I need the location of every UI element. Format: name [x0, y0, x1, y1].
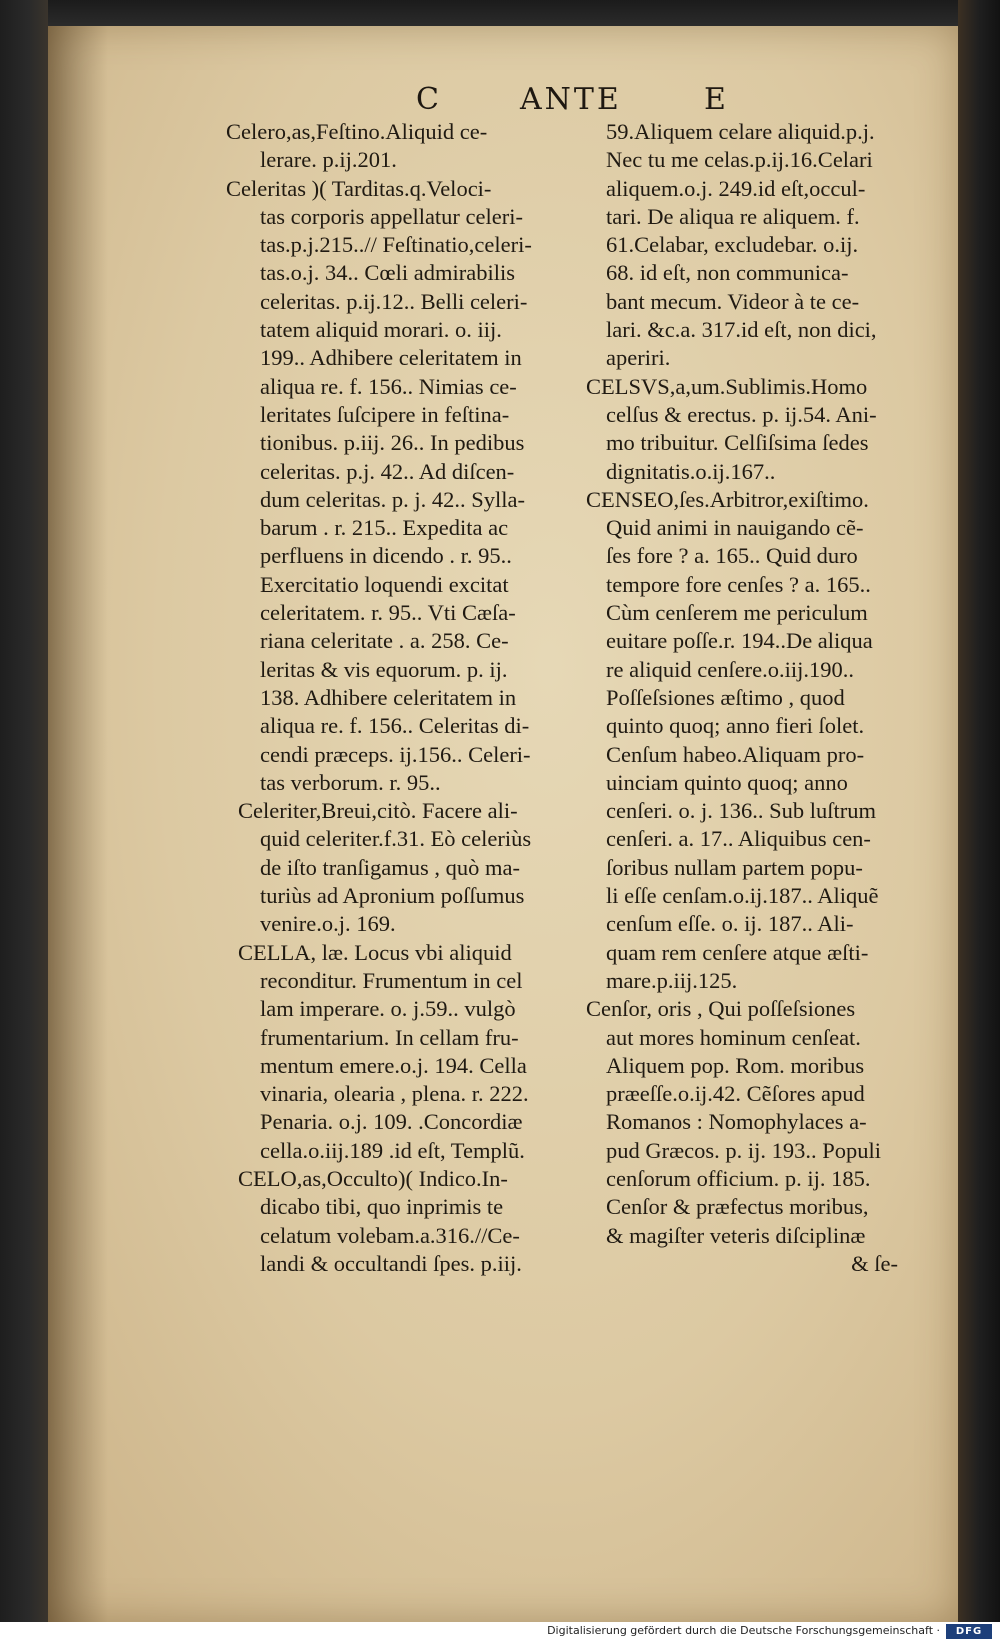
text-line: Cenſum habeo.Aliquam pro-	[606, 741, 865, 767]
text-line: CELLA, læ. Locus vbi aliquid	[238, 939, 512, 965]
text-line: perfluens in dicendo . r. 95..	[260, 543, 512, 569]
text-line: Exercitatio loquendi excitat	[260, 571, 509, 597]
text-line: Poſſeſsiones æſtimo , quod	[606, 684, 845, 710]
text-line: dicabo tibi, quo inprimis te	[260, 1194, 504, 1220]
text-line: leritas & vis equorum. p. ij.	[260, 656, 508, 682]
text-line: 59.Aliquem celare aliquid.p.j.	[606, 119, 875, 144]
text-line: præeſſe.o.ij.42. Cẽſores apud	[606, 1081, 865, 1107]
text-line: bant mecum. Videor à te ce-	[606, 288, 860, 314]
text-line: pud Græcos. p. ij. 193.. Populi	[606, 1137, 882, 1163]
text-line: de iſto tranſigamus , quò ma-	[260, 854, 520, 880]
running-header	[0, 82, 1000, 122]
funding-notice: Digitalisierung gefördert durch die Deutsche Forschungsgemeinschaft ·	[547, 1624, 940, 1637]
text-line: turiùs ad Apronium poſſumus	[260, 883, 525, 909]
text-line: Cenſor & præfectus moribus,	[606, 1194, 869, 1220]
text-line: Penaria. o.j. 109. .Concordiæ	[260, 1109, 523, 1135]
header-center-word: ANTE	[520, 82, 622, 117]
text-line: barum . r. 215.. Expedita ac	[260, 515, 509, 541]
text-line: riana celeritate . a. 258. Ce-	[260, 628, 509, 654]
text-line: dum celeritas. p. j. 42.. Sylla-	[260, 486, 525, 512]
text-line: cendi præceps. ij.156.. Celeri-	[260, 741, 531, 767]
text-line: Romanos : Nomophylaces a-	[606, 1109, 867, 1135]
scan-border-right	[958, 0, 1000, 1622]
text-line: tas corporis appellatur celeri-	[260, 203, 524, 229]
text-line: leritates ſuſcipere in feſtina-	[260, 401, 510, 427]
text-line: Cùm cenſerem me periculum	[606, 600, 868, 626]
text-line: quam rem cenſere atque æſti-	[606, 939, 869, 965]
text-line: tas.o.j. 34.. Cœli admirabilis	[260, 260, 515, 286]
text-line: euitare poſſe.r. 194..De aliqua	[606, 628, 873, 654]
text-line: tari. De aliqua re aliquem. f.	[606, 203, 860, 229]
text-line: cenſorum officium. p. ij. 185.	[606, 1165, 871, 1191]
text-line: cenſum eſſe. o. ij. 187.. Ali-	[606, 911, 854, 937]
text-line: celeritas. p.j. 42.. Ad diſcen-	[260, 458, 515, 484]
text-line: lam imperare. o. j.59.. vulgò	[260, 996, 516, 1022]
text-line: Celeriter,Breui,citò. Facere ali-	[238, 798, 518, 824]
text-line: tionibus. p.iij. 26.. In pedibus	[260, 430, 525, 456]
header-right-letter: E	[704, 82, 729, 117]
text-line: aperiri.	[606, 345, 671, 371]
text-line: venire.o.j. 169.	[260, 911, 396, 937]
text-line: CELSVS,a,um.Sublimis.Homo	[586, 373, 868, 399]
text-line: tatem aliquid morari. o. iij.	[260, 317, 502, 343]
right-column	[586, 118, 936, 1278]
text-line: mare.p.iij.125.	[606, 967, 738, 993]
text-line: mentum emere.o.j. 194. Cella	[260, 1052, 527, 1078]
scan-border-top	[0, 0, 1000, 26]
text-line: Quid animi in nauigando cẽ-	[606, 515, 864, 541]
text-line: celeritatem. r. 95.. Vti Cæſa-	[260, 600, 516, 626]
text-line: quid celeriter.f.31. Eò celeriùs	[260, 826, 532, 852]
text-line: celſus & erectus. p. ij.54. Ani-	[606, 401, 877, 427]
text-line: 138. Adhibere celeritatem in	[260, 684, 517, 710]
text-line: frumentarium. In cellam fru-	[260, 1024, 519, 1050]
text-line: mo tribuitur. Celſiſsima ſedes	[606, 430, 869, 456]
text-line: CENSEO,ſes.Arbitror,exiſtimo.	[586, 486, 869, 512]
dfg-logo: DFG	[946, 1624, 992, 1639]
text-line: lari. &c.a. 317.id eſt, non dici,	[606, 317, 877, 343]
text-line: re aliquid cenſere.o.iij.190..	[606, 656, 855, 682]
text-line: aut mores hominum cenſeat.	[606, 1024, 861, 1050]
text-line: Nec tu me celas.p.ij.16.Celari	[606, 147, 873, 173]
text-line: cella.o.iij.189 .id eſt, Templũ.	[260, 1137, 525, 1163]
text-line: tempore fore cenſes ? a. 165..	[606, 571, 871, 597]
text-line: Aliquem pop. Rom. moribus	[606, 1052, 865, 1078]
text-line: ſes fore ? a. 165.. Quid duro	[606, 543, 858, 569]
text-line: landi & occultandi ſpes. p.iij.	[260, 1250, 522, 1276]
text-line: uinciam quinto quoq; anno	[606, 769, 848, 795]
text-line: cenſeri. o. j. 136.. Sub luſtrum	[606, 798, 876, 824]
left-column	[226, 118, 586, 1278]
text-line: & magiſter veteris diſciplinæ	[606, 1222, 866, 1248]
scan-border-left	[0, 0, 48, 1622]
text-line: reconditur. Frumentum in cel	[260, 967, 523, 993]
text-line: cenſeri. a. 17.. Aliquibus cen-	[606, 826, 871, 852]
text-line: 199.. Adhibere celeritatem in	[260, 345, 522, 371]
text-line: Celeritas )( Tarditas.q.Veloci-	[226, 175, 492, 201]
text-line: aliquem.o.j. 249.id eſt,occul-	[606, 175, 866, 201]
text-line: dignitatis.o.ij.167..	[606, 458, 776, 484]
text-line: ſoribus nullam partem popu-	[606, 854, 863, 880]
text-line: li eſſe cenſam.o.ij.187.. Aliquẽ	[606, 883, 879, 909]
text-line: celeritas. p.ij.12.. Belli celeri-	[260, 288, 528, 314]
header-left-letter: C	[416, 82, 442, 117]
text-line: 68. id eſt, non communica-	[606, 260, 849, 286]
text-line: Celero,as,Feſtino.Aliquid ce-	[226, 119, 488, 144]
text-line: aliqua re. f. 156.. Celeritas di-	[260, 713, 530, 739]
text-line: tas.p.j.215..// Feſtinatio,celeri-	[260, 232, 532, 258]
text-line: tas verborum. r. 95..	[260, 769, 441, 795]
catchword: & ſe-	[851, 1250, 898, 1276]
text-line: lerare. p.ij.201.	[260, 147, 397, 173]
text-line: aliqua re. f. 156.. Nimias ce-	[260, 373, 517, 399]
text-line: quinto quoq; anno fieri ſolet.	[606, 713, 865, 739]
text-line: 61.Celabar, excludebar. o.ij.	[606, 232, 859, 258]
binding-gutter-shadow	[48, 26, 108, 1622]
text-line: vinaria, olearia , plena. r. 222.	[260, 1081, 529, 1107]
text-line: celatum volebam.a.316.//Ce-	[260, 1222, 520, 1248]
text-line: CELO,as,Occulto)( Indico.In-	[238, 1165, 508, 1191]
text-line: Cenſor, oris , Qui poſſeſsiones	[586, 996, 856, 1022]
